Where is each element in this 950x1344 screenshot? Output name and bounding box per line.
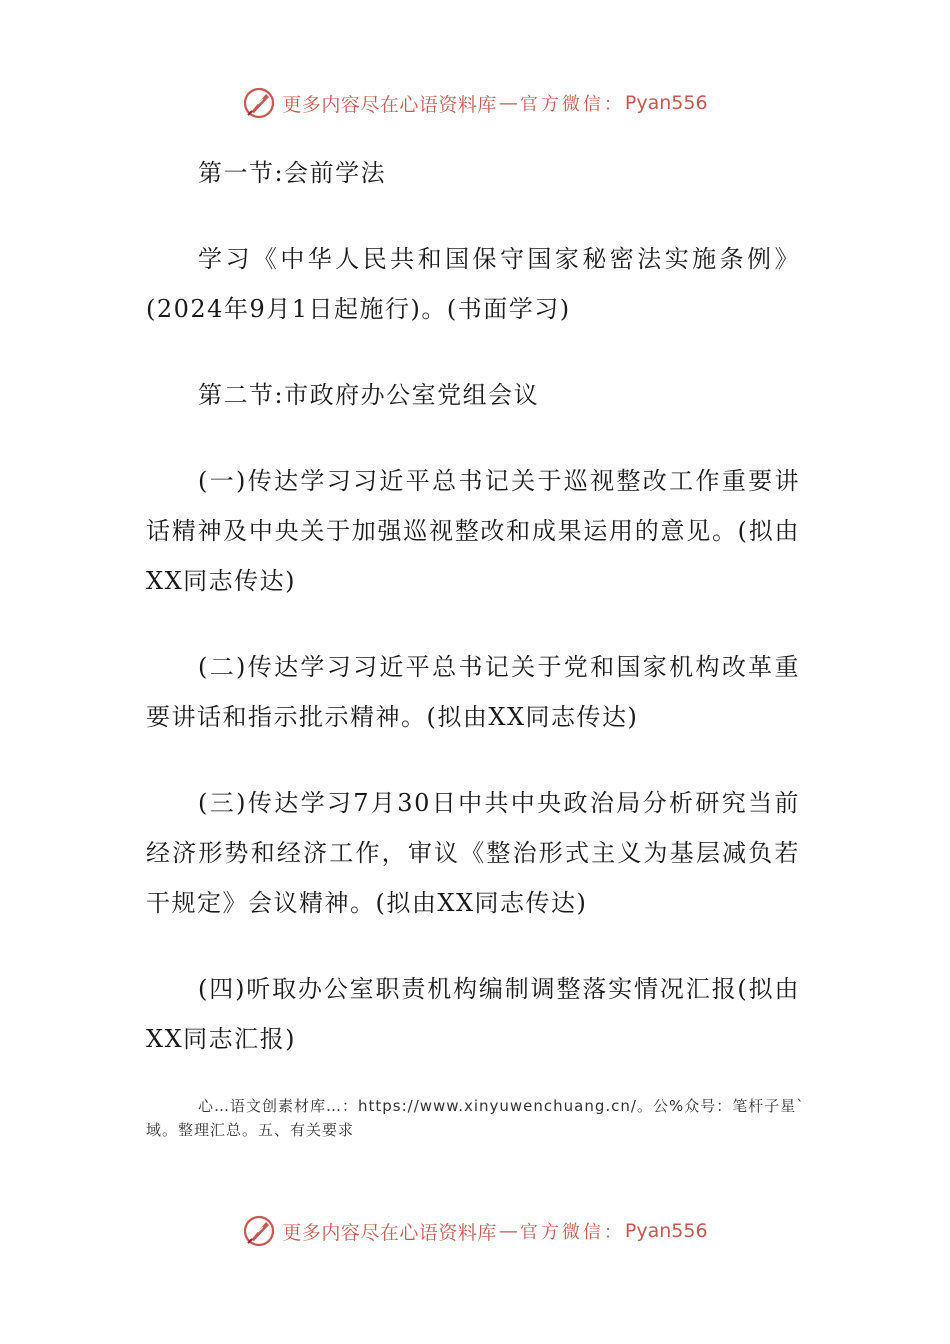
- document-body: [146, 148, 800, 1100]
- paragraph-study-regulation: 学习《中华人民共和国保守国家秘密法实施条例》(2024年9月1日起施行)。(书面学习): [146, 245, 800, 323]
- banner-wechat-id: Pyan556: [624, 92, 708, 114]
- banner-wechat-label: 官方微信：: [519, 1222, 625, 1243]
- banner-separator: —: [498, 92, 518, 114]
- section-heading-2: 第二节:市政府办公室党组会议: [198, 381, 540, 409]
- banner-title: 更多内容尽在心语资料库: [282, 93, 497, 116]
- banner-title: 更多内容尽在心语资料库: [282, 1221, 497, 1244]
- quill-pen-logo-icon: [242, 1214, 276, 1248]
- header-banner: [0, 83, 950, 123]
- section-heading-1: 第一节:会前学法: [198, 159, 387, 187]
- quill-pen-logo-icon: [242, 86, 276, 120]
- agenda-item-1: (一)传达学习习近平总书记关于巡视整改工作重要讲话精神及中央关于加强巡视整改和成果运用的意见。(拟由XX同志传达): [146, 467, 800, 595]
- agenda-item-4: (四)听取办公室职责机构编制调整落实情况汇报(拟由XX同志汇报): [146, 975, 800, 1053]
- banner-wechat-label: 官方微信：: [519, 94, 625, 115]
- agenda-item-3: (三)传达学习7月30日中共中央政治局分析研究当前经济形势和经济工作，审议《整治形式主义为基层减负若干规定》会议精神。(拟由XX同志传达): [146, 789, 800, 917]
- banner-wechat-id: Pyan556: [624, 1220, 708, 1242]
- agenda-item-2: (二)传达学习习近平总书记关于党和国家机构改革重要讲话和指示批示精神。(拟由XX同志传达): [146, 653, 800, 731]
- source-footnote: 心…语文创素材库…：https://www.xinyuwenchuang.cn/。公%众号：笔杆子星`域。整理汇总。五、有关要求: [146, 1097, 805, 1139]
- footer-banner: [0, 1211, 950, 1251]
- banner-separator: —: [498, 1220, 518, 1242]
